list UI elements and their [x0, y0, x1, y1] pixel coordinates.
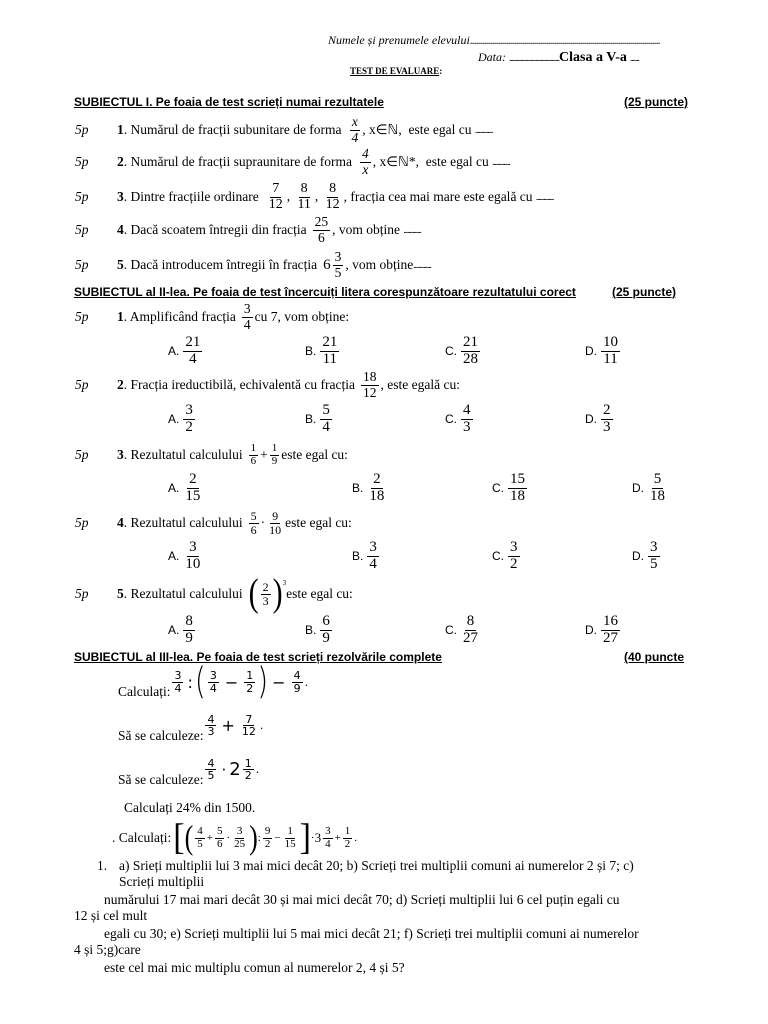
test-title-text: TEST DE EVALUARE — [350, 66, 440, 76]
multiples-line-2: Scrieți multiplii — [119, 874, 205, 889]
item-text: . Amplificând fracția — [123, 309, 236, 324]
option-b[interactable]: B. 3 4 — [352, 539, 377, 572]
item-number: 3 — [117, 447, 124, 462]
section-3-points: (40 puncte — [624, 650, 685, 664]
fraction: $\frac{8}{12}$ — [325, 180, 340, 212]
option-c[interactable]: C. 3 2 — [492, 539, 518, 572]
test-title — [350, 66, 442, 76]
answer-dots: .............. — [535, 192, 554, 202]
multiples-line-5: egali cu 30; e) Scrieți multiplii lui 5 mai mici decât 21; f) Scrieți trei multiplii comuni ai numerelor — [104, 926, 639, 941]
option-b[interactable]: B. 6 9 — [305, 613, 330, 646]
section-1-points: (25 puncte) — [624, 95, 689, 109]
s2-question-2 — [75, 370, 460, 400]
student-name-dots: ............................................................................................... — [469, 33, 660, 47]
exercise-label: . Calculați: — [112, 830, 172, 845]
s1-item-1 — [75, 116, 492, 144]
answer-dots: .............. — [413, 260, 431, 270]
item-text: . Fracția ireductibilă, echivalentă cu fracția — [123, 377, 356, 392]
fraction: 3 4 — [243, 301, 251, 332]
section-2-points: (25 puncte) — [612, 285, 677, 299]
option-a[interactable]: A. 2 15 — [168, 471, 201, 504]
item-number: 2 — [117, 154, 124, 169]
item-text: . Numărul de fracții supraunitare de forma — [123, 154, 353, 169]
date-dots: ........................................ — [509, 53, 559, 63]
item-number: 4 — [117, 515, 124, 530]
fraction: 3 5 — [334, 249, 342, 280]
class-dots: ....... — [629, 53, 639, 63]
exercise-4: Calculați 24% din 1500. — [124, 800, 256, 815]
option-b[interactable]: B. 21 11 — [305, 334, 338, 367]
exercise-label: Să se calculeze: — [118, 772, 204, 787]
item-number: 2 — [117, 377, 124, 392]
fraction: 18 12 — [363, 369, 377, 400]
option-a[interactable]: A. 21 4 — [168, 334, 201, 367]
exercise-label: Să se calculeze: — [118, 728, 204, 743]
item-number: 1 — [117, 309, 124, 324]
item-text: . Dacă scoatem întregii din fracția — [123, 222, 307, 237]
item-number: 5 — [117, 586, 124, 601]
expression: 4 3 + $\frac{7}{12}$ . — [207, 712, 264, 739]
mixed-number-whole: 6 — [323, 256, 331, 273]
item-text: . Rezultatul calculului — [123, 515, 243, 530]
option-d[interactable]: D. 5 18 — [632, 471, 665, 504]
item-condition: , x∈ℕ, — [362, 122, 402, 137]
fraction: 25 6 — [314, 214, 329, 245]
multiples-line-4: 12 și cel mult — [74, 908, 148, 923]
points-label: 5p — [75, 447, 89, 462]
operator: · — [260, 515, 266, 530]
answer-dots: .............. — [403, 225, 421, 235]
student-name-label: Numele și prenumele elevului — [328, 33, 470, 47]
fraction: 5 6 — [250, 508, 257, 537]
exercise-label: Calculați: — [118, 684, 171, 699]
item-text-end: , este egală cu: — [380, 377, 460, 392]
s2-question-5 — [75, 571, 353, 615]
item-text-end: , vom obține — [345, 257, 414, 272]
option-d[interactable]: D. 2 3 — [585, 402, 611, 435]
date-line — [478, 50, 639, 66]
fraction: 4 x — [362, 146, 369, 177]
item-number: 1 — [117, 122, 124, 137]
s1-item-2 — [75, 148, 510, 176]
s2-question-1 — [75, 302, 349, 332]
exercise-2 — [118, 712, 263, 746]
s2-question-3 — [75, 440, 348, 470]
item-text: . Dintre fracțiile ordinare — [123, 189, 259, 204]
option-c[interactable]: C. 21 28 — [445, 334, 478, 367]
item-text-end: este egal cu: — [285, 515, 352, 530]
item-text-end: , fracția cea mai mare este egală cu — [343, 189, 533, 204]
item-text: . Dacă introducem întregii în fracția — [123, 257, 318, 272]
option-d[interactable]: D. 3 5 — [632, 539, 658, 572]
multiples-line-6: 4 și 5;g)care — [74, 942, 141, 957]
s2-question-4 — [75, 508, 352, 538]
multiples-line-3: numărului 17 mai mari decât 30 și mai mici decât 70; d) Scrieți multiplii lui 6 cel puțin egali cu — [104, 892, 620, 907]
item-condition: , x∈ℕ*, — [372, 154, 419, 169]
option-c[interactable]: C. 15 18 — [492, 471, 525, 504]
s1-item-4 — [75, 215, 421, 245]
points-label: 5p — [75, 189, 89, 204]
option-d[interactable]: D. 16 27 — [585, 613, 618, 646]
expression: 3 4 : ( 3 4 − $\frac{1}{2}$ ) − $\frac{4}{9}$ . — [174, 659, 309, 703]
option-a[interactable]: A. 8 9 — [168, 613, 193, 646]
option-c[interactable]: C. 8 27 — [445, 613, 478, 646]
multiples-line-7: este cel mai mic multiplu comun al numerelor 2, 4 și 5? — [104, 960, 405, 975]
points-label: 5p — [75, 515, 89, 530]
s1-item-3: 5p 3 . Dintre fracțiile ordinare $\frac{7}{12}$ , $\frac{8}{11}$ , $\frac{8}{12}$ , fracția cea mai mare este egală cu .............. — [75, 180, 554, 212]
multiples-line-1: a) Srieți multiplii lui 3 mai mici decât 20; b) Scrieți trei multiplii comuni ai numerelor 2 și 7; c) — [119, 858, 634, 873]
option-d[interactable]: D. 10 11 — [585, 334, 618, 367]
exercise-5 — [112, 817, 358, 858]
item-text: . Numărul de fracții subunitare de forma — [123, 122, 342, 137]
expression: 4 5 · 2 1 2 . — [207, 756, 260, 783]
s1-item-5 — [75, 250, 431, 280]
answer-dots: .............. — [474, 125, 493, 135]
fraction: $\frac{7}{12}$ — [268, 180, 283, 212]
item-text-end: cu 7, vom obține: — [254, 309, 350, 324]
option-c[interactable]: C. 4 3 — [445, 402, 471, 435]
item-number: 5 — [117, 257, 124, 272]
item-text: . Rezultatul calculului — [123, 586, 243, 601]
item-text: . Rezultatul calculului — [123, 447, 243, 462]
item-text-end: este egal cu — [425, 154, 489, 169]
fraction: 1 6 — [250, 441, 257, 467]
expression: [ ( 4 5 + $\frac{5}{6}$ · 3 25 ) : 9 2 − $\frac{1}{15}$ ] · 3 3 4 + $\frac{1}{2}$ . — [173, 817, 358, 858]
fraction: $\frac{1}{9}$ — [271, 441, 278, 467]
student-name-line — [328, 33, 660, 48]
points-label: 5p — [75, 154, 89, 169]
exercise-1 — [118, 659, 309, 706]
item-text-end: este egal cu — [408, 122, 472, 137]
answer-dots: .............. — [492, 157, 510, 167]
multiples-number: 1. — [97, 858, 108, 873]
test-title-colon: : — [439, 66, 443, 76]
option-a[interactable]: A. 3 10 — [168, 539, 201, 572]
points-label: 5p — [75, 377, 89, 392]
fraction: 9 10 — [269, 508, 282, 537]
points-label: 5p — [75, 222, 89, 237]
points-label: 5p — [75, 122, 89, 137]
item-number: 3 — [117, 189, 124, 204]
exercise-3 — [118, 756, 259, 790]
option-a[interactable]: A. 3 2 — [168, 402, 193, 435]
power-expression: ( 2 3 ) $^3$ — [248, 571, 287, 615]
points-label: 5p — [75, 586, 89, 601]
item-number: 4 — [117, 222, 124, 237]
class-label: Clasa a V-a — [559, 50, 627, 65]
fraction: $\frac{8}{11}$ — [297, 180, 311, 212]
item-text-end: este egal cu: — [281, 447, 348, 462]
section-1-title: SUBIECTUL I. Pe foaia de test scrieți numai rezultatele — [74, 95, 384, 109]
option-b[interactable]: B. 5 4 — [305, 402, 330, 435]
option-b[interactable]: B. 2 18 — [352, 471, 385, 504]
section-2-title: SUBIECTUL al II-lea. Pe foaia de test încercuiți litera corespunzătoare rezultatului corect — [74, 285, 576, 299]
item-text-end: , vom obține — [332, 222, 401, 237]
operator: + — [260, 447, 268, 462]
points-label: 5p — [75, 257, 89, 272]
section-3-title: SUBIECTUL al III-lea. Pe foaia de test scrieți rezolvările complete — [74, 650, 442, 664]
date-label: Data: — [478, 50, 506, 64]
points-label: 5p — [75, 309, 89, 324]
item-text-end: este egal cu: — [286, 586, 353, 601]
fraction: x 4 — [351, 114, 359, 145]
